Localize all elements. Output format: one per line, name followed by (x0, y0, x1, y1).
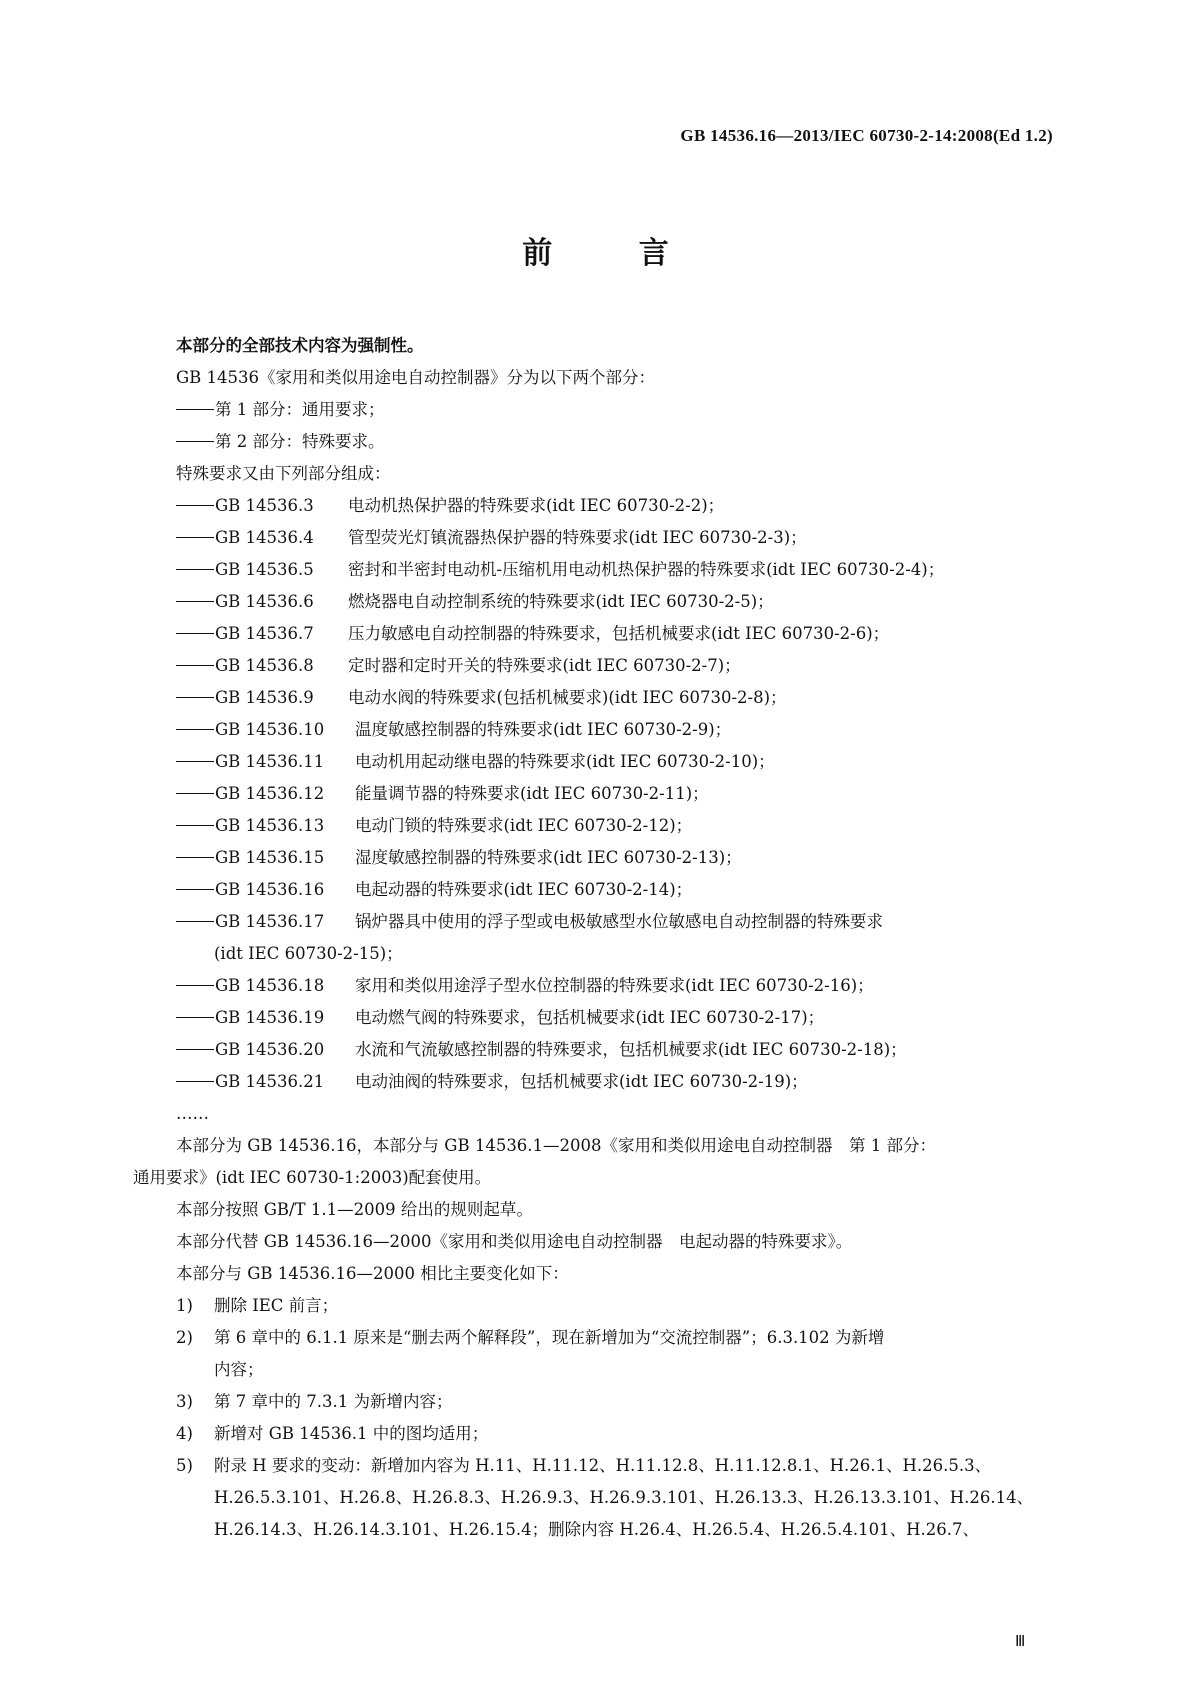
change-text: 内容； (214, 1360, 264, 1379)
standard-code: GB 14536.17 (215, 912, 325, 931)
change-text: 新增对 GB 14536.1 中的图均适用； (214, 1424, 489, 1443)
change-item-cont (133, 1514, 1055, 1546)
standard-code: GB 14536.20 (215, 1040, 325, 1059)
em-dash (176, 729, 214, 730)
change-item (133, 1450, 1055, 1482)
em-dash (176, 601, 214, 602)
mandatory-statement: 本部分的全部技术内容为强制性。 (176, 336, 424, 355)
standard-title: 水流和气流敏感控制器的特殊要求，包括机械要求(idt IEC 60730-2-18)； (355, 1040, 907, 1059)
em-dash (176, 1081, 214, 1082)
usage-paragraph-cont: 通用要求》(idt IEC 60730-1:2003)配套使用。 (133, 1168, 492, 1187)
em-dash (176, 505, 214, 506)
foreword-body (133, 330, 1055, 1546)
standard-title: 燃烧器电自动控制系统的特殊要求(idt IEC 60730-2-5)； (348, 592, 774, 611)
part-text: 第 1 部分：通用要求； (215, 400, 385, 419)
em-dash (176, 825, 214, 826)
standard-code: GB 14536.12 (215, 784, 325, 803)
change-number: 2) (176, 1328, 193, 1347)
change-text: 删除 IEC 前言； (214, 1296, 339, 1315)
em-dash (176, 761, 214, 762)
standard-item (133, 618, 1055, 650)
standard-code: GB 14536.6 (215, 592, 314, 611)
part-item (133, 426, 1055, 458)
em-dash (176, 441, 214, 442)
standard-title: 电动水阀的特殊要求(包括机械要求)(idt IEC 60730-2-8)； (348, 688, 787, 707)
standard-title: 电动油阀的特殊要求，包括机械要求(idt IEC 60730-2-19)； (355, 1072, 808, 1091)
standard-item (133, 746, 1055, 778)
standard-item (133, 682, 1055, 714)
standard-code: GB 14536.8 (215, 656, 314, 675)
ellipsis: …… (176, 1104, 209, 1123)
standard-title: 电动燃气阀的特殊要求，包括机械要求(idt IEC 60730-2-17)； (355, 1008, 825, 1027)
change-text: 第 7 章中的 7.3.1 为新增内容； (214, 1392, 453, 1411)
standard-title: 湿度敏感控制器的特殊要求(idt IEC 60730-2-13)； (355, 848, 742, 867)
em-dash (176, 889, 214, 890)
standard-code: GB 14536.11 (215, 752, 325, 771)
standard-code: GB 14536.4 (215, 528, 314, 547)
intro-paragraph: GB 14536《家用和类似用途电自动控制器》分为以下两个部分： (176, 368, 656, 387)
change-number: 4) (176, 1424, 193, 1443)
part-text: 第 2 部分：特殊要求。 (215, 432, 385, 451)
page-title: 前 言 (522, 236, 707, 271)
standard-title: 家用和类似用途浮子型水位控制器的特殊要求(idt IEC 60730-2-16)； (355, 976, 874, 995)
standard-code: GB 14536.19 (215, 1008, 325, 1027)
standard-code: GB 14536.3 (215, 496, 314, 515)
standard-item (133, 522, 1055, 554)
change-number: 3) (176, 1392, 193, 1411)
standard-title: 电动门锁的特殊要求(idt IEC 60730-2-12)； (355, 816, 693, 835)
change-item-cont (133, 1482, 1055, 1514)
standard-title: 温度敏感控制器的特殊要求(idt IEC 60730-2-9)； (355, 720, 732, 739)
standard-title: 锅炉器具中使用的浮子型或电极敏感型水位敏感电自动控制器的特殊要求 (355, 912, 883, 931)
special-intro: 特殊要求又由下列部分组成： (176, 464, 391, 483)
part-item (133, 394, 1055, 426)
page-number: Ⅲ (1015, 1634, 1026, 1650)
change-number: 1) (176, 1296, 193, 1315)
standard-title: 压力敏感电自动控制器的特殊要求，包括机械要求(idt IEC 60730-2-6)； (348, 624, 890, 643)
standard-item (133, 810, 1055, 842)
standard-code: GB 14536.18 (215, 976, 325, 995)
standard-title: 电动机用起动继电器的特殊要求(idt IEC 60730-2-10)； (355, 752, 775, 771)
em-dash (176, 409, 214, 410)
standard-code: GB 14536.13 (215, 816, 325, 835)
standard-item (133, 1002, 1055, 1034)
standard-item-cont: (idt IEC 60730-2-15)； (214, 944, 403, 963)
em-dash (176, 793, 214, 794)
standard-title: 密封和半密封电动机-压缩机用电动机热保护器的特殊要求(idt IEC 60730-2-4)； (348, 560, 945, 579)
change-item (133, 1290, 1055, 1322)
standards-list (133, 490, 1055, 1098)
em-dash (176, 697, 214, 698)
parts-list (133, 394, 1055, 458)
standard-code: GB 14536.5 (215, 560, 314, 579)
em-dash (176, 985, 214, 986)
standard-code: GB 14536.9 (215, 688, 314, 707)
em-dash (176, 665, 214, 666)
changes-intro: 本部分与 GB 14536.16—2000 相比主要变化如下： (176, 1264, 569, 1283)
change-item (133, 1322, 1055, 1354)
standard-code: GB 14536.10 (215, 720, 325, 739)
change-text: H.26.5.3.101、H.26.8、H.26.8.3、H.26.9.3、H.26.9.3.101、H.26.13.3、H.26.13.3.101、H.26.14、 (214, 1488, 1034, 1507)
changes-list (133, 1290, 1055, 1546)
standard-item (133, 586, 1055, 618)
em-dash (176, 633, 214, 634)
em-dash (176, 537, 214, 538)
standard-item (133, 970, 1055, 1002)
document-header: GB 14536.16—2013/IEC 60730-2-14:2008(Ed 1.2) (680, 126, 1053, 145)
change-text: 附录 H 要求的变动：新增加内容为 H.11、H.11.12、H.11.12.8、H.11.12.8.1、H.26.1、H.26.5.3、 (214, 1456, 992, 1475)
change-text: H.26.14.3、H.26.14.3.101、H.26.15.4；删除内容 H.26.4、H.26.5.4、H.26.5.4.101、H.26.7、 (214, 1520, 980, 1539)
em-dash (176, 1017, 214, 1018)
standard-item (133, 1066, 1055, 1098)
standard-code: GB 14536.21 (215, 1072, 325, 1091)
standard-title: 定时器和定时开关的特殊要求(idt IEC 60730-2-7)； (348, 656, 741, 675)
standard-code: GB 14536.16 (215, 880, 325, 899)
standard-item (133, 650, 1055, 682)
standard-item (133, 490, 1055, 522)
standard-item (133, 1034, 1055, 1066)
standard-title: 能量调节器的特殊要求(idt IEC 60730-2-11)； (355, 784, 709, 803)
standard-code: GB 14536.15 (215, 848, 325, 867)
usage-paragraph: 本部分为 GB 14536.16，本部分与 GB 14536.1—2008《家用和类似用途电自动控制器 第 1 部分： (176, 1136, 937, 1155)
change-item-cont (133, 1354, 1055, 1386)
standard-item (133, 714, 1055, 746)
drafting-paragraph: 本部分按照 GB/T 1.1—2009 给出的规则起草。 (176, 1200, 533, 1219)
change-text: 第 6 章中的 6.1.1 原来是“删去两个解释段”，现在新增加为“交流控制器”；6.3.102 为新增 (214, 1328, 885, 1347)
standard-code: GB 14536.7 (215, 624, 314, 643)
standard-item (133, 778, 1055, 810)
standard-title: 管型荧光灯镇流器热保护器的特殊要求(idt IEC 60730-2-3)； (348, 528, 807, 547)
em-dash (176, 569, 214, 570)
change-number: 5) (176, 1456, 193, 1475)
em-dash (176, 1049, 214, 1050)
standard-item (133, 554, 1055, 586)
change-item (133, 1418, 1055, 1450)
em-dash (176, 921, 214, 922)
change-item (133, 1386, 1055, 1418)
standard-title: 电动机热保护器的特殊要求(idt IEC 60730-2-2)； (348, 496, 725, 515)
standard-title: 电起动器的特殊要求(idt IEC 60730-2-14)； (355, 880, 693, 899)
standard-item (133, 874, 1055, 906)
replaces-paragraph: 本部分代替 GB 14536.16—2000《家用和类似用途电自动控制器 电起动器的特殊要求》。 (176, 1232, 853, 1251)
em-dash (176, 857, 214, 858)
standard-item (133, 842, 1055, 874)
standard-item (133, 906, 1055, 938)
